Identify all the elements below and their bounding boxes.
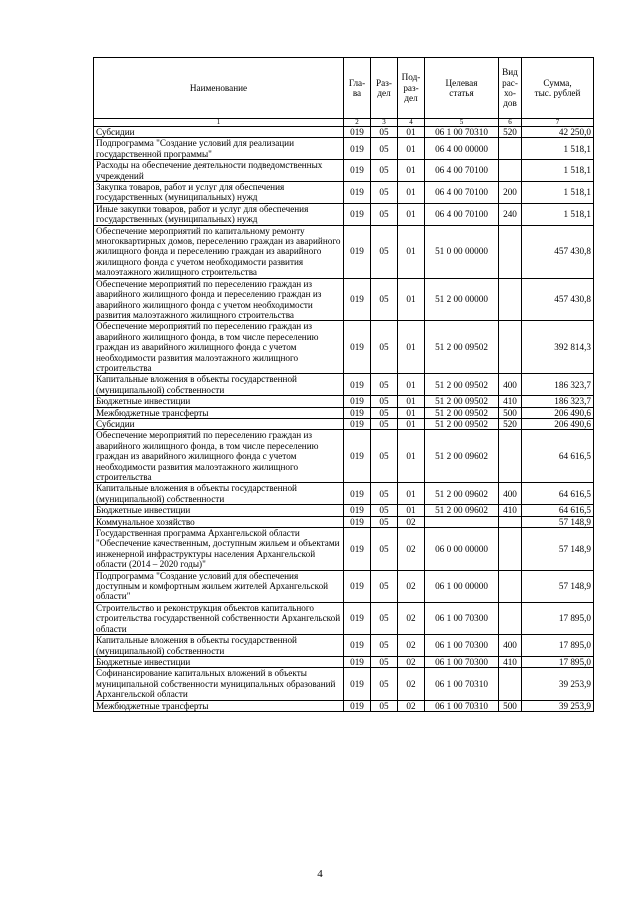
cell-vid [499, 668, 522, 700]
cell-podrazdel: 01 [398, 505, 425, 516]
table-row [94, 505, 594, 516]
cell-glava: 019 [344, 127, 371, 138]
cell-name: Межбюджетные трансферты [94, 700, 344, 711]
header-target: Целевая статья [425, 58, 499, 119]
table-body [94, 127, 594, 712]
cell-name: Бюджетные инвестиции [94, 396, 344, 407]
cell-glava: 019 [344, 182, 371, 204]
cell-podrazdel: 02 [398, 570, 425, 602]
cell-glava: 019 [344, 430, 371, 483]
cell-glava: 019 [344, 700, 371, 711]
cell-name: Строительство и реконструкция объектов капитального строительства государственной собственности Архангельской области [94, 602, 344, 634]
cell-podrazdel: 02 [398, 528, 425, 571]
cell-podrazdel: 01 [398, 160, 425, 182]
column-number: 3 [371, 119, 398, 127]
header-sum: Сумма, тыс. рублей [522, 58, 594, 119]
cell-sum: 64 616,5 [522, 505, 594, 516]
page-number: 4 [317, 868, 323, 880]
cell-sum: 64 616,5 [522, 483, 594, 505]
cell-target: 06 4 00 70100 [425, 203, 499, 225]
cell-name: Обеспечение мероприятий по переселению граждан из аварийного жилищного фонда и переселению граждан из аварийного жилищного фонда с учетом необходимости развития малоэтажного жилищного строительства [94, 278, 344, 321]
cell-podrazdel: 02 [398, 668, 425, 700]
cell-sum: 206 490,6 [522, 407, 594, 418]
cell-vid: 400 [499, 635, 522, 657]
cell-vid: 520 [499, 418, 522, 429]
cell-sum: 1 518,1 [522, 203, 594, 225]
cell-razdel: 05 [371, 138, 398, 160]
cell-vid: 200 [499, 182, 522, 204]
table-row [94, 396, 594, 407]
cell-razdel: 05 [371, 635, 398, 657]
cell-glava: 019 [344, 570, 371, 602]
cell-sum: 1 518,1 [522, 182, 594, 204]
cell-name: Обеспечение мероприятий по переселению граждан из аварийного жилищного фонда, в том числе переселению граждан из аварийного жилищного фонда с учетом необходимости развития малоэтажного жилищного строительства [94, 430, 344, 483]
cell-glava: 019 [344, 528, 371, 571]
cell-razdel: 05 [371, 225, 398, 278]
cell-vid: 500 [499, 407, 522, 418]
cell-razdel: 05 [371, 407, 398, 418]
table-row [94, 138, 594, 160]
cell-podrazdel: 01 [398, 483, 425, 505]
cell-name: Коммунальное хозяйство [94, 516, 344, 527]
cell-vid: 410 [499, 656, 522, 667]
cell-sum: 39 253,9 [522, 668, 594, 700]
cell-razdel: 05 [371, 278, 398, 321]
cell-sum: 1 518,1 [522, 160, 594, 182]
cell-sum: 57 148,9 [522, 528, 594, 571]
cell-razdel: 05 [371, 700, 398, 711]
cell-name: Государственная программа Архангельской области "Обеспечение качественным, доступным жильем и объектами инженерной инфраструктуры населения Архангельской области (2014 – 2020 годы)" [94, 528, 344, 571]
cell-podrazdel: 01 [398, 182, 425, 204]
cell-sum: 42 250,0 [522, 127, 594, 138]
cell-target: 06 0 00 00000 [425, 528, 499, 571]
cell-razdel: 05 [371, 160, 398, 182]
cell-name: Капитальные вложения в объекты государственной (муниципальной) собственности [94, 635, 344, 657]
cell-target: 06 1 00 70300 [425, 602, 499, 634]
header-glava: Гла- ва [344, 58, 371, 119]
table-row [94, 635, 594, 657]
cell-glava: 019 [344, 635, 371, 657]
header-name: Наименование [94, 58, 344, 119]
cell-sum: 64 616,5 [522, 430, 594, 483]
cell-podrazdel: 01 [398, 225, 425, 278]
table-row [94, 278, 594, 321]
cell-vid: 400 [499, 374, 522, 396]
column-number: 7 [522, 119, 594, 127]
cell-name: Капитальные вложения в объекты государственной (муниципальной) собственности [94, 483, 344, 505]
cell-vid [499, 278, 522, 321]
cell-target: 06 1 00 70310 [425, 668, 499, 700]
cell-podrazdel: 01 [398, 418, 425, 429]
cell-glava: 019 [344, 668, 371, 700]
cell-razdel: 05 [371, 602, 398, 634]
cell-glava: 019 [344, 505, 371, 516]
cell-sum: 17 895,0 [522, 635, 594, 657]
cell-vid: 520 [499, 127, 522, 138]
cell-name: Расходы на обеспечение деятельности подведомственных учреждений [94, 160, 344, 182]
table-row [94, 374, 594, 396]
cell-target: 51 2 00 00000 [425, 278, 499, 321]
cell-razdel: 05 [371, 656, 398, 667]
cell-name: Бюджетные инвестиции [94, 656, 344, 667]
cell-vid [499, 528, 522, 571]
cell-target: 06 4 00 70100 [425, 182, 499, 204]
cell-sum: 57 148,9 [522, 516, 594, 527]
cell-glava: 019 [344, 418, 371, 429]
cell-podrazdel: 01 [398, 321, 425, 374]
cell-razdel: 05 [371, 505, 398, 516]
cell-vid [499, 516, 522, 527]
cell-vid: 240 [499, 203, 522, 225]
cell-podrazdel: 01 [398, 430, 425, 483]
table-row [94, 668, 594, 700]
cell-target: 06 1 00 70310 [425, 700, 499, 711]
cell-razdel: 05 [371, 396, 398, 407]
cell-sum: 17 895,0 [522, 602, 594, 634]
cell-target: 51 2 00 09602 [425, 505, 499, 516]
header-vid: Вид рас- хо- дов [499, 58, 522, 119]
cell-glava: 019 [344, 483, 371, 505]
cell-vid: 410 [499, 396, 522, 407]
cell-podrazdel: 02 [398, 516, 425, 527]
cell-glava: 019 [344, 278, 371, 321]
cell-target: 51 2 00 09502 [425, 321, 499, 374]
cell-glava: 019 [344, 602, 371, 634]
cell-vid: 400 [499, 483, 522, 505]
cell-glava: 019 [344, 203, 371, 225]
column-number-row [94, 119, 594, 127]
cell-sum: 186 323,7 [522, 396, 594, 407]
cell-vid [499, 321, 522, 374]
cell-podrazdel: 01 [398, 374, 425, 396]
cell-razdel: 05 [371, 418, 398, 429]
cell-podrazdel: 01 [398, 278, 425, 321]
cell-razdel: 05 [371, 570, 398, 602]
cell-razdel: 05 [371, 374, 398, 396]
cell-glava: 019 [344, 138, 371, 160]
table-row [94, 203, 594, 225]
cell-target: 51 2 00 09502 [425, 407, 499, 418]
cell-razdel: 05 [371, 127, 398, 138]
cell-target: 51 2 00 09502 [425, 374, 499, 396]
cell-podrazdel: 01 [398, 407, 425, 418]
column-number: 1 [94, 119, 344, 127]
cell-sum: 457 430,8 [522, 225, 594, 278]
cell-vid: 410 [499, 505, 522, 516]
cell-vid [499, 602, 522, 634]
table-row [94, 225, 594, 278]
cell-vid [499, 225, 522, 278]
cell-target: 51 2 00 09602 [425, 483, 499, 505]
cell-name: Межбюджетные трансферты [94, 407, 344, 418]
cell-podrazdel: 02 [398, 602, 425, 634]
cell-name: Субсидии [94, 418, 344, 429]
cell-vid: 500 [499, 700, 522, 711]
cell-glava: 019 [344, 396, 371, 407]
table-row [94, 160, 594, 182]
cell-target [425, 516, 499, 527]
table-header-row [94, 58, 594, 119]
table-row [94, 528, 594, 571]
cell-vid [499, 160, 522, 182]
cell-podrazdel: 02 [398, 635, 425, 657]
cell-sum: 17 895,0 [522, 656, 594, 667]
cell-target: 51 0 00 00000 [425, 225, 499, 278]
cell-name: Капитальные вложения в объекты государственной (муниципальной) собственности [94, 374, 344, 396]
cell-sum: 57 148,9 [522, 570, 594, 602]
cell-glava: 019 [344, 516, 371, 527]
cell-target: 06 1 00 70300 [425, 656, 499, 667]
cell-name: Субсидии [94, 127, 344, 138]
column-number: 6 [499, 119, 522, 127]
table-row [94, 700, 594, 711]
table-row [94, 430, 594, 483]
table-row [94, 602, 594, 634]
table-row [94, 418, 594, 429]
cell-target: 06 1 00 70300 [425, 635, 499, 657]
cell-razdel: 05 [371, 321, 398, 374]
cell-sum: 206 490,6 [522, 418, 594, 429]
cell-glava: 019 [344, 656, 371, 667]
cell-podrazdel: 02 [398, 700, 425, 711]
cell-name: Обеспечение мероприятий по капитальному ремонту многоквартирных домов, переселению граждан из аварийного жилищного фонда и переселению граждан из аварийного жилищного фонда с учетом необходимости развития малоэтажного жилищного строительства [94, 225, 344, 278]
cell-razdel: 05 [371, 483, 398, 505]
cell-vid [499, 138, 522, 160]
cell-razdel: 05 [371, 516, 398, 527]
column-number: 4 [398, 119, 425, 127]
cell-podrazdel: 01 [398, 138, 425, 160]
cell-name: Подпрограмма "Создание условий для реализации государственной программы" [94, 138, 344, 160]
cell-razdel: 05 [371, 203, 398, 225]
cell-razdel: 05 [371, 430, 398, 483]
cell-razdel: 05 [371, 182, 398, 204]
cell-name: Подпрограмма "Создание условий для обеспечения доступным и комфортным жильем жителей Архангельской области" [94, 570, 344, 602]
cell-glava: 019 [344, 225, 371, 278]
cell-name: Бюджетные инвестиции [94, 505, 344, 516]
table-row [94, 321, 594, 374]
cell-vid [499, 430, 522, 483]
cell-podrazdel: 01 [398, 127, 425, 138]
column-number: 5 [425, 119, 499, 127]
cell-target: 51 2 00 09502 [425, 396, 499, 407]
cell-target: 06 4 00 70100 [425, 160, 499, 182]
header-podrazdel: Под- раз- дел [398, 58, 425, 119]
cell-sum: 186 323,7 [522, 374, 594, 396]
cell-target: 06 1 00 00000 [425, 570, 499, 602]
header-razdel: Раз- дел [371, 58, 398, 119]
cell-target: 06 4 00 00000 [425, 138, 499, 160]
cell-name: Обеспечение мероприятий по переселению граждан из аварийного жилищного фонда, в том числе переселению граждан из аварийного жилищного фонда с учетом необходимости развития малоэтажного жилищного строительства [94, 321, 344, 374]
cell-target: 51 2 00 09502 [425, 418, 499, 429]
cell-podrazdel: 02 [398, 656, 425, 667]
column-number: 2 [344, 119, 371, 127]
cell-sum: 457 430,8 [522, 278, 594, 321]
table-row [94, 570, 594, 602]
cell-glava: 019 [344, 407, 371, 418]
cell-sum: 1 518,1 [522, 138, 594, 160]
table-row [94, 182, 594, 204]
cell-target: 51 2 00 09602 [425, 430, 499, 483]
cell-name: Софинансирование капитальных вложений в объекты муниципальной собственности муниципальных образований Архангельской области [94, 668, 344, 700]
cell-razdel: 05 [371, 528, 398, 571]
cell-sum: 392 814,3 [522, 321, 594, 374]
cell-podrazdel: 01 [398, 203, 425, 225]
cell-target: 06 1 00 70310 [425, 127, 499, 138]
cell-glava: 019 [344, 374, 371, 396]
cell-glava: 019 [344, 160, 371, 182]
cell-sum: 39 253,9 [522, 700, 594, 711]
cell-vid [499, 570, 522, 602]
cell-name: Закупка товаров, работ и услуг для обеспечения государственных (муниципальных) нужд [94, 182, 344, 204]
budget-table [93, 57, 594, 712]
table-row [94, 656, 594, 667]
cell-glava: 019 [344, 321, 371, 374]
table-row [94, 516, 594, 527]
cell-razdel: 05 [371, 668, 398, 700]
table-row [94, 127, 594, 138]
table-row [94, 407, 594, 418]
cell-name: Иные закупки товаров, работ и услуг для обеспечения государственных (муниципальных) нужд [94, 203, 344, 225]
table-row [94, 483, 594, 505]
cell-podrazdel: 01 [398, 396, 425, 407]
